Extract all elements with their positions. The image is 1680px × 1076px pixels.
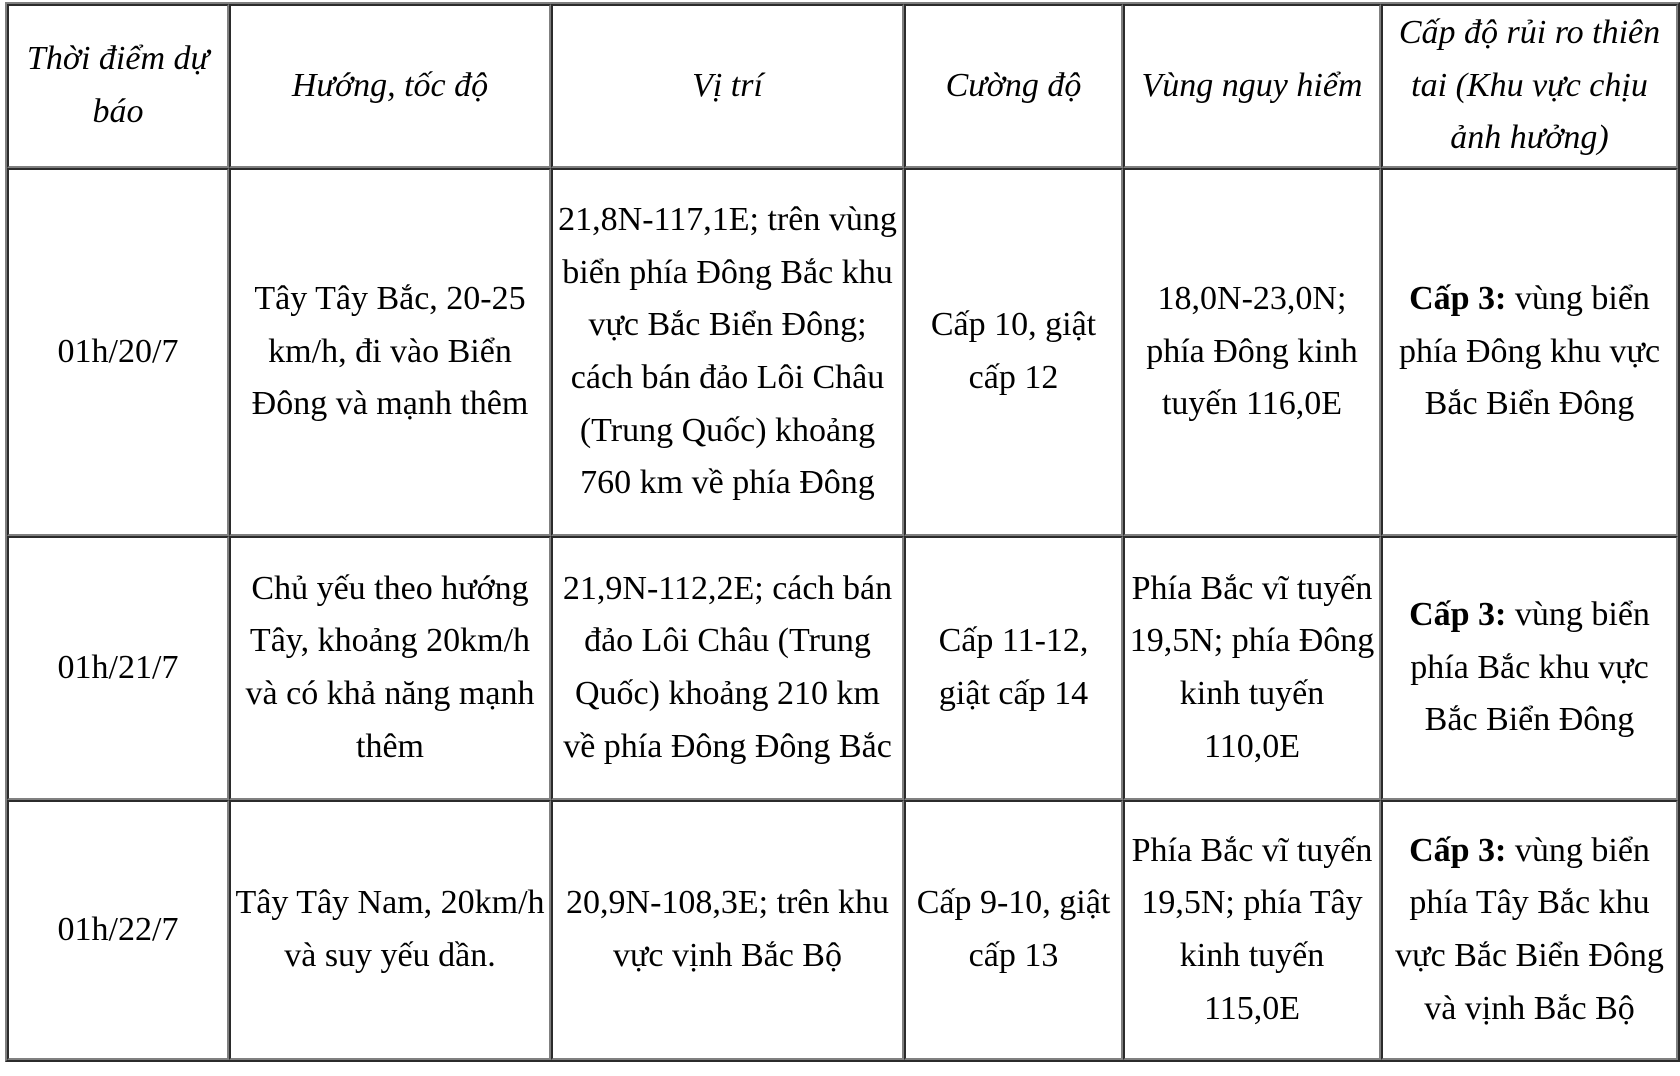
column-header-intensity: Cường độ (904, 4, 1123, 168)
cell-intensity: Cấp 10, giật cấp 12 (904, 168, 1123, 536)
column-header-direction-speed: Hướng, tốc độ (229, 4, 551, 168)
typhoon-forecast-table (5, 2, 1680, 1062)
cell-position: 21,9N-112,2E; cách bán đảo Lôi Châu (Trung Quốc) khoảng 210 km về phía Đông Đông Bắc (551, 536, 904, 800)
column-header-forecast-time: Thời điểm dự báo (7, 4, 229, 168)
cell-risk-level (1381, 168, 1678, 536)
risk-level-text: vùng biển phía Đông khu vực Bắc Biển Đông (1398, 280, 1661, 423)
cell-direction-speed: Tây Tây Nam, 20km/h và suy yếu dần. (229, 800, 551, 1060)
cell-position: 21,8N-117,1E; trên vùng biển phía Đông Bắc khu vực Bắc Biển Đông; cách bán đảo Lôi Châu (Trung Quốc) khoảng 760 km về phía Đông (551, 168, 904, 536)
risk-level-text: vùng biển phía Bắc khu vực Bắc Biển Đông (1410, 596, 1650, 739)
cell-position: 20,9N-108,3E; trên khu vực vịnh Bắc Bộ (551, 800, 904, 1060)
cell-direction-speed: Tây Tây Bắc, 20-25 km/h, đi vào Biển Đông và mạnh thêm (229, 168, 551, 536)
risk-level-label: Cấp 3: (1409, 596, 1507, 634)
cell-risk-level (1381, 800, 1678, 1060)
cell-risk-level (1381, 536, 1678, 800)
cell-intensity: Cấp 9-10, giật cấp 13 (904, 800, 1123, 1060)
risk-level-label: Cấp 3: (1409, 831, 1507, 869)
table-row (7, 800, 1678, 1060)
table-row (7, 168, 1678, 536)
cell-direction-speed: Chủ yếu theo hướng Tây, khoảng 20km/h và có khả năng mạnh thêm (229, 536, 551, 800)
column-header-position: Vị trí (551, 4, 904, 168)
risk-level-label: Cấp 3: (1409, 280, 1507, 318)
column-header-danger-zone: Vùng nguy hiểm (1123, 4, 1381, 168)
cell-forecast-time: 01h/21/7 (7, 536, 229, 800)
column-header-risk-level: Cấp độ rủi ro thiên tai (Khu vực chịu ảnh hưởng) (1381, 4, 1678, 168)
cell-danger-zone: Phía Bắc vĩ tuyến 19,5N; phía Đông kinh tuyến 110,0E (1123, 536, 1381, 800)
risk-level-text: vùng biển phía Tây Bắc khu vực Bắc Biển Đông và vịnh Bắc Bộ (1395, 831, 1664, 1027)
cell-forecast-time: 01h/20/7 (7, 168, 229, 536)
cell-danger-zone: Phía Bắc vĩ tuyến 19,5N; phía Tây kinh tuyến 115,0E (1123, 800, 1381, 1060)
cell-forecast-time: 01h/22/7 (7, 800, 229, 1060)
header-row (7, 4, 1678, 168)
table-row (7, 536, 1678, 800)
cell-intensity: Cấp 11-12, giật cấp 14 (904, 536, 1123, 800)
cell-danger-zone: 18,0N-23,0N; phía Đông kinh tuyến 116,0E (1123, 168, 1381, 536)
